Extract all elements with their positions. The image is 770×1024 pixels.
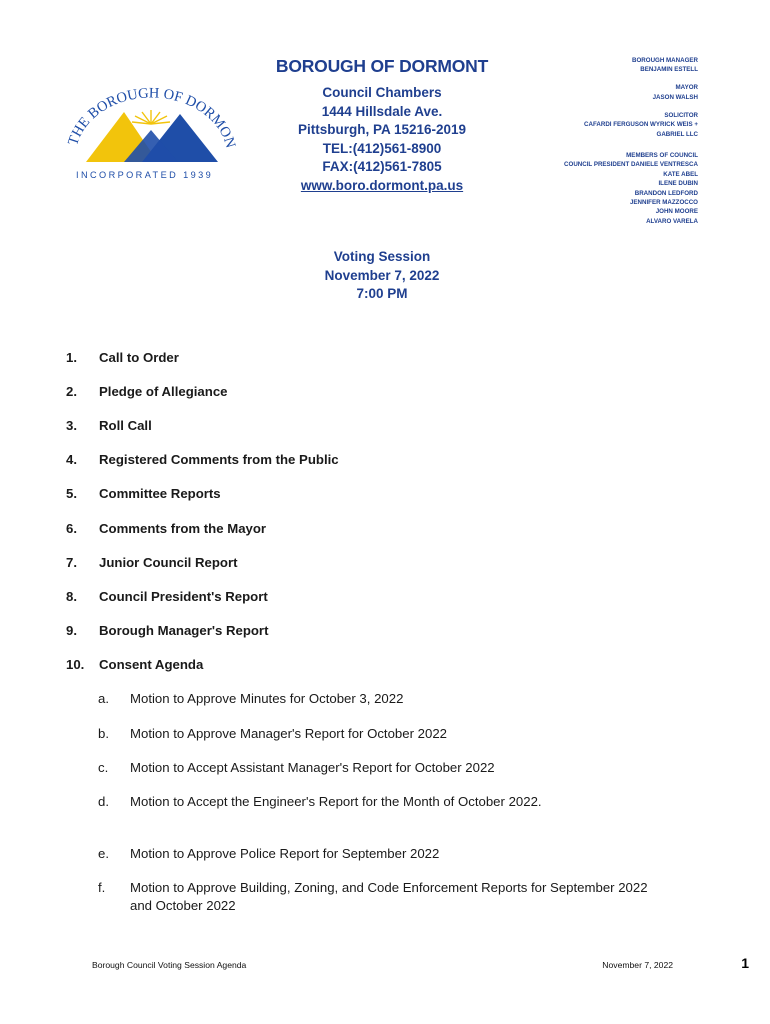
agenda-label: Consent Agenda xyxy=(99,657,204,672)
agenda-label: Registered Comments from the Public xyxy=(99,452,339,467)
footer-date: November 7, 2022 xyxy=(602,960,673,970)
agenda-item xyxy=(66,485,221,503)
agenda-item xyxy=(66,588,268,606)
agenda-number: 2. xyxy=(66,384,77,399)
agenda-label: Borough Manager's Report xyxy=(99,623,269,638)
agenda-label: Council President's Report xyxy=(99,589,268,604)
session-time: 7:00 PM xyxy=(356,286,408,302)
agenda-item xyxy=(66,417,152,435)
manager-title: BOROUGH MANAGER xyxy=(632,57,698,64)
fax: FAX:(412)561-7805 xyxy=(322,159,442,175)
solicitor-title: SOLICITOR xyxy=(664,111,698,119)
consent-text: Motion to Approve Police Report for September 2022 xyxy=(130,846,440,861)
city-address: Pittsburgh, PA 15216-2019 xyxy=(297,122,467,138)
consent-letter: b. xyxy=(98,726,109,741)
manager-name: BENJAMIN ESTELL xyxy=(640,66,698,74)
consent-item xyxy=(98,845,698,863)
agenda-item xyxy=(66,520,266,538)
consent-letter: e. xyxy=(98,846,109,861)
mayor-name: JASON WALSH xyxy=(652,93,698,101)
consent-letter: d. xyxy=(98,794,109,809)
agenda-item xyxy=(66,656,203,674)
council-member: BRANDON LEDFORD xyxy=(634,189,698,197)
council-member: ALVARO VARELA xyxy=(646,217,698,225)
consent-letter: c. xyxy=(98,760,109,775)
agenda-number: 1. xyxy=(66,350,77,365)
agenda-item xyxy=(66,451,339,469)
officials-list xyxy=(500,56,698,235)
consent-text: Motion to Approve Minutes for October 3, 2022 xyxy=(130,691,404,706)
borough-title: BOROUGH OF DORMONT xyxy=(275,56,489,76)
session-info xyxy=(262,248,502,304)
mayor-group xyxy=(500,83,698,102)
council-member: ILENE DUBIN xyxy=(658,180,698,188)
consent-item xyxy=(98,759,698,777)
street-address: 1444 Hillsdale Ave. xyxy=(321,103,443,119)
agenda-label: Comments from the Mayor xyxy=(99,521,267,536)
agenda-item xyxy=(66,622,268,640)
agenda-number: 9. xyxy=(66,623,77,638)
website-link[interactable]: www.boro.dormont.pa.us xyxy=(300,177,464,193)
agenda-label: Committee Reports xyxy=(99,486,221,501)
consent-text: Motion to Approve Manager's Report for October 2022 xyxy=(130,726,447,741)
solicitor-group xyxy=(500,111,698,139)
agenda-number: 7. xyxy=(66,555,77,570)
agenda-item xyxy=(66,383,228,401)
incorporated-text: INCORPORATED 1939 xyxy=(76,170,214,180)
venue-name: Council Chambers xyxy=(322,85,442,100)
telephone: TEL:(412)561-8900 xyxy=(322,140,442,156)
consent-item xyxy=(98,725,698,743)
council-member: JENNIFER MAZZOCCO xyxy=(629,199,698,207)
consent-text: Motion to Accept the Engineer's Report for the Month of October 2022. xyxy=(130,794,542,809)
borough-header xyxy=(262,54,502,196)
consent-text: Motion to Accept Assistant Manager's Report for October 2022 xyxy=(130,760,495,775)
solicitor-name: CAFARDI FERGUSON WYRICK WEIS + xyxy=(584,121,698,129)
agenda-label: Pledge of Allegiance xyxy=(99,384,228,399)
borough-seal-logo xyxy=(62,72,240,184)
agenda-number: 5. xyxy=(66,486,77,501)
seal-arc-text: THE BOROUGH OF DORMON xyxy=(65,85,239,150)
footer-document-title: Borough Council Voting Session Agenda xyxy=(92,960,247,970)
mayor-title: MAYOR xyxy=(675,84,698,92)
consent-letter: a. xyxy=(98,691,109,706)
agenda-number: 8. xyxy=(66,589,77,604)
solicitor-name-2: GABRIEL LLC xyxy=(656,130,698,138)
council-title: MEMBERS OF COUNCIL xyxy=(626,152,698,160)
agenda-item xyxy=(66,349,179,367)
page-number: 1 xyxy=(741,955,749,971)
agenda-label: Junior Council Report xyxy=(99,555,238,570)
consent-item xyxy=(98,793,698,811)
session-name: Voting Session xyxy=(333,249,431,264)
council-member: JOHN MOORE xyxy=(655,208,698,216)
council-member: COUNCIL PRESIDENT DANIELE VENTRESCA xyxy=(564,161,698,169)
consent-item xyxy=(98,879,698,915)
consent-text-continued: and October 2022 xyxy=(130,898,236,913)
manager-group xyxy=(500,56,698,75)
agenda-label: Call to Order xyxy=(99,350,179,365)
session-date: November 7, 2022 xyxy=(324,267,440,283)
agenda-label: Roll Call xyxy=(99,418,152,433)
consent-text: Motion to Approve Building, Zoning, and Code Enforcement Reports for September 2022 xyxy=(130,880,648,895)
council-group xyxy=(500,151,698,226)
seal-graphic xyxy=(62,72,240,184)
council-member: KATE ABEL xyxy=(663,170,698,178)
agenda-number: 6. xyxy=(66,521,77,536)
agenda-number: 10. xyxy=(66,657,85,672)
agenda-number: 4. xyxy=(66,452,77,467)
sun-rays-icon xyxy=(132,110,170,124)
agenda-number: 3. xyxy=(66,418,77,433)
agenda-item xyxy=(66,554,237,572)
consent-item xyxy=(98,690,698,708)
consent-letter: f. xyxy=(98,880,106,895)
